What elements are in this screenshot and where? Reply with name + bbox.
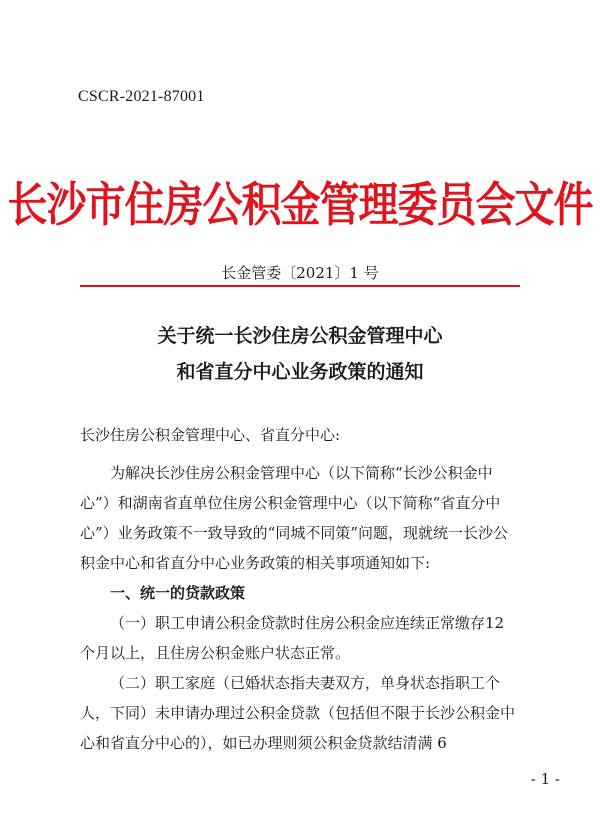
page-number: - 1 - xyxy=(530,770,560,788)
notice-title xyxy=(0,318,600,390)
document-body xyxy=(80,420,522,758)
red-divider-line xyxy=(80,285,520,287)
intro-paragraph: 为解决长沙住房公积金管理中心（以下简称“长沙公积金中心”）和湖南省直单位住房公积金管理中心（以下简称“省直分中心”）业务政策不一致导致的“同城不同策”问题，现就统一长沙公积金中心和省直分中心业务政策的相关事项通知如下: xyxy=(80,464,509,572)
document-number: 长金管委〔2021〕1 号 xyxy=(221,264,379,282)
notice-title-line-2: 和省直分中心业务政策的通知 xyxy=(176,361,424,383)
notice-title-line-1: 关于统一长沙住房公积金管理中心 xyxy=(157,325,443,347)
addressee: 长沙住房公积金管理中心、省直分中心: xyxy=(80,426,341,444)
paragraph-item-2: （二）职工家庭（已婚状态指夫妻双方，单身状态指职工个人，下同）未申请办理过公积金贷款（包括但不限于长沙公积金中心和省直分中心的），如已办理则须公积金贷款结清满 6 xyxy=(80,674,516,752)
masthead-title: 长沙市住房公积金管理委员会文件 xyxy=(7,177,593,233)
section-heading: 一、统一的贷款政策 xyxy=(110,584,246,602)
paragraph-item-1: （一）职工申请公积金贷款时住房公积金应连续正常缴存12 个月以上，且住房公积金账户状态正常。 xyxy=(80,614,505,662)
document-code: CSCR-2021-87001 xyxy=(78,88,205,105)
